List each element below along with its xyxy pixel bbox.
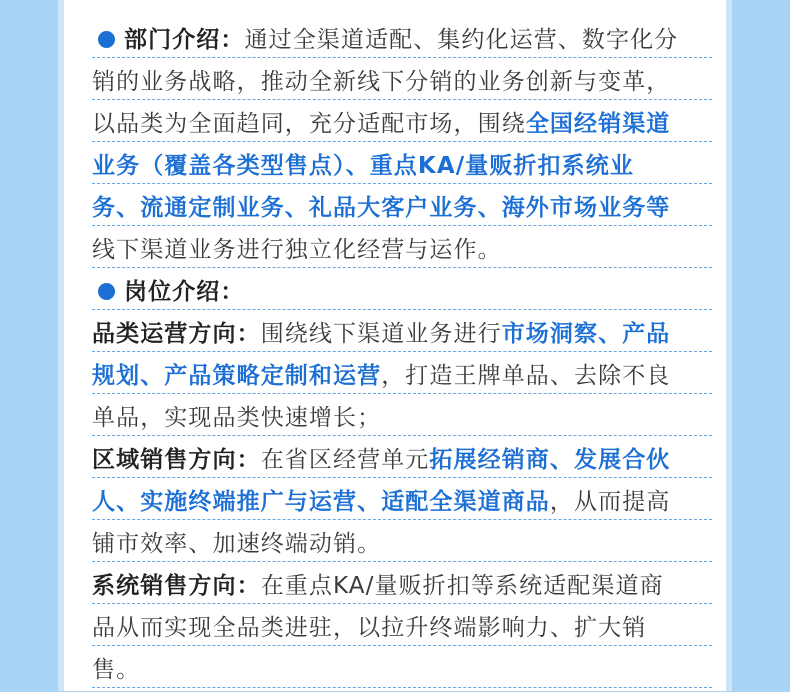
section-heading: 部门介绍： [124,27,245,53]
text-run: 以品类为全面趋同，充分适配市场，围绕 [92,111,526,137]
card-right-border [726,0,732,691]
line [92,230,712,268]
text-run: 铺市效率、加速终端动销。 [92,531,382,557]
line [92,104,712,142]
line [92,524,712,562]
highlight-text: 拓展经销商、发展合伙 [429,447,671,473]
text-run: ，从而提高 [549,489,671,515]
line [92,314,712,352]
line [92,608,712,646]
highlight-text: 务、流通定制业务、礼品大客户业务、海外市场业务等 [92,195,671,221]
text-run: 通过全渠道适配、集约化运营、数字化分 [244,27,679,53]
line [92,650,712,688]
line [92,188,712,226]
text-run: 线下渠道业务进行独立化经营与运作。 [92,237,502,263]
line [92,146,712,184]
text-run: ，打造王牌单品、去除不良 [381,363,671,389]
highlight-text: 业务（覆盖各类型售点）、重点KA/量贩折扣系统业 [92,153,634,179]
line [92,566,712,604]
line [92,482,712,520]
text-run: 围绕线下渠道业务进行 [260,321,502,347]
text-run: 售。 [92,657,141,683]
line [92,62,712,100]
role-title: 系统销售方向： [92,573,261,599]
bullet-dot-icon [98,283,115,300]
intro-text [92,20,712,692]
line [92,356,712,394]
line [92,272,712,310]
line [92,398,712,436]
text-run: 单品，实现品类快速增长； [92,405,382,431]
text-run: 销的业务战略，推动全新线下分销的业务创新与变革， [92,69,671,95]
highlight-text: 全国经销渠道 [525,111,671,137]
highlight-text: 规划、产品策略定制和运营 [92,363,382,389]
role-title: 区域销售方向： [92,447,261,473]
section-heading: 岗位介绍： [124,279,245,305]
highlight-text: 市场洞察、产品 [501,321,671,347]
line [92,20,712,58]
card-left-border [58,0,64,691]
text-run: 在省区经营单元 [260,447,430,473]
highlight-text: 人、实施终端推广与运营、适配全渠道商品 [92,489,550,515]
role-title: 品类运营方向： [92,321,261,347]
text-run: 在重点KA/量贩折扣等系统适配渠道商 [260,573,664,599]
bullet-dot-icon [98,31,115,48]
line [92,440,712,478]
text-run: 品从而实现全品类进驻，以拉升终端影响力、扩大销 [92,615,647,641]
